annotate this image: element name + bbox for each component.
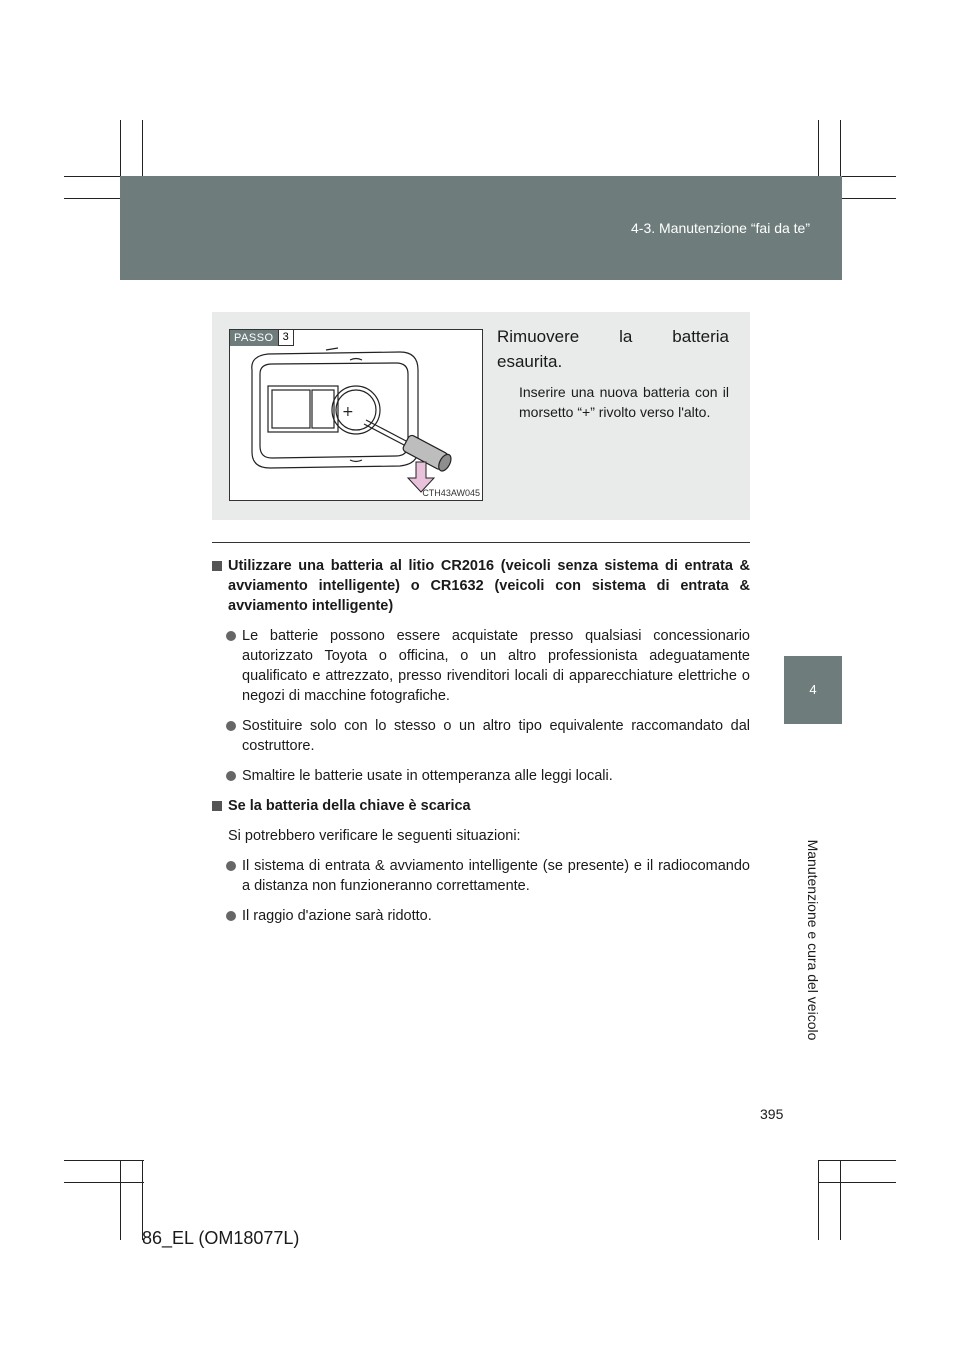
divider [212, 542, 750, 543]
section-title-text: Utilizzare una batteria al litio CR2016 (veicoli senza sistema di entrata & avviamento intelligente) o CR1632 (veicoli con sistema di entrata & avviamento intelligente) [228, 558, 750, 614]
crop-mark [64, 1160, 144, 1161]
section-title-text: Se la batteria della chiave è scarica [228, 798, 471, 814]
step-sub-text: Inserire una nuova batteria con il morsetto “+” rivolto verso l'alto. [519, 384, 729, 420]
step-badge-label: PASSO [230, 330, 278, 346]
square-bullet-icon [212, 561, 222, 571]
step-instructions [497, 324, 729, 422]
step-figure [229, 329, 483, 501]
step-box [212, 312, 750, 520]
header-band [120, 176, 842, 280]
list-item-text: Il sistema di entrata & avviamento intelligente (se presente) e il radiocomando a distanza non funzioneranno correttamente. [242, 858, 750, 894]
circle-bullet-icon [226, 721, 236, 731]
crop-mark [64, 1182, 144, 1183]
crop-mark [840, 1160, 841, 1240]
figure-code: CTH43AW045 [422, 488, 480, 498]
crop-mark [120, 1160, 121, 1240]
notes-section [212, 556, 750, 936]
section-title [212, 796, 750, 816]
svg-text:+: + [342, 404, 354, 420]
circle-bullet-icon [226, 631, 236, 641]
step-badge-number: 3 [278, 330, 294, 346]
crop-mark [818, 1160, 819, 1240]
circle-bullet-icon [226, 771, 236, 781]
chapter-title: Manutenzione e cura del veicolo [805, 839, 821, 1041]
list-item [212, 626, 750, 706]
list-item [212, 906, 750, 926]
list-item [212, 716, 750, 756]
circle-bullet-icon [226, 861, 236, 871]
crop-mark [818, 1182, 896, 1183]
list-item [212, 856, 750, 896]
key-battery-illustration [230, 330, 482, 500]
step-main-text-cont: esaurita. [497, 352, 563, 371]
list-item-text: Sostituire solo con lo stesso o un altro tipo equivalente raccomandato dal costruttore. [242, 718, 750, 754]
page-number: 395 [760, 1106, 784, 1122]
list-item [212, 766, 750, 786]
step-main-text: Rimuovere la batteria [497, 327, 729, 346]
crop-mark [818, 1160, 896, 1161]
section-title [212, 556, 750, 616]
circle-bullet-icon [226, 911, 236, 921]
section-header: 4-3. Manutenzione “fai da te” [631, 220, 810, 236]
chapter-tab: 4 [784, 656, 842, 724]
section-intro: Si potrebbero verificare le seguenti situazioni: [228, 828, 521, 844]
square-bullet-icon [212, 801, 222, 811]
list-item-text: Smaltire le batterie usate in ottemperanza alle leggi locali. [242, 768, 613, 784]
document-code: 86_EL (OM18077L) [142, 1228, 300, 1248]
list-item-text: Le batterie possono essere acquistate presso qualsiasi concessionario autorizzato Toyota o officina, o un altro professionista adeguatamente qualificato e attrezzato, presso rivenditori locali di apparecchiature elettriche o negozi di macchine fotografiche. [242, 628, 750, 704]
list-item-text: Il raggio d'azione sarà ridotto. [242, 908, 432, 924]
